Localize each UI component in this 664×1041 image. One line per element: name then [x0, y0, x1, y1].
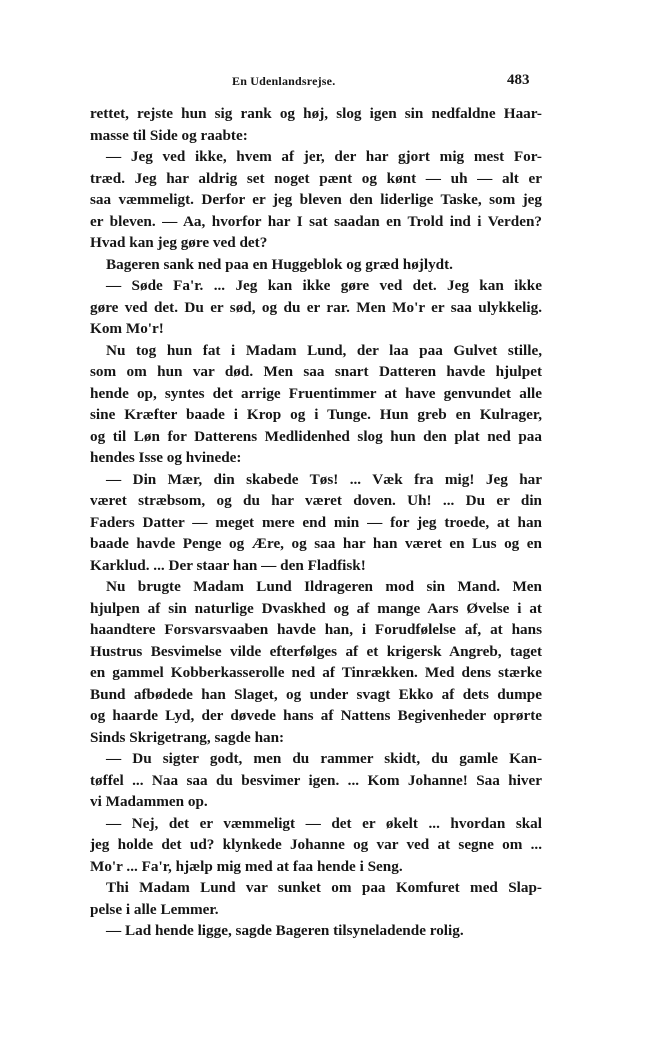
text-line: og til Løn for Datterens Medlidenhed slog hun den plat ned paa	[90, 427, 542, 445]
text-line: — Nej, det er væmmeligt — det er økelt ... hvordan skal	[106, 814, 542, 832]
text-line: Sinds Skrigetrang, sagde han:	[90, 728, 285, 746]
text-line: — Du sigter godt, men du rammer skidt, du gamle Kan-	[106, 750, 542, 767]
text-line: Hvad kan jeg gøre ved det?	[90, 234, 268, 251]
text-line: Nu tog hun fat i Madam Lund, der laa paa Gulvet stille,	[106, 341, 542, 359]
text-line: hjulpen af sin naturlige Dvaskhed og af mange Aars Øvelse i at	[90, 599, 542, 617]
text-line: masse til Side og raabte:	[90, 126, 248, 144]
text-line: haandtere Forsvarsvaaben havde han, i Forudfølelse af, at hans	[90, 621, 542, 638]
text-line: hendes Isse og hvinede:	[90, 449, 242, 466]
text-line: baade havde Penge og Ære, og saa har han været en Lus og en	[90, 535, 542, 552]
text-line: Kom Mo'r!	[90, 320, 164, 337]
text-line: tøffel ... Naa saa du besvimer igen. ... Kom Johanne! Saa hiver	[90, 771, 542, 789]
text-line: Faders Datter — meget mere end min — for jeg troede, at han	[90, 513, 542, 531]
text-line: er bleven. — Aa, hvorfor har I sat saadan en Trold ind i Verden?	[90, 212, 542, 230]
text-line: og haarde Lyd, der døvede hans af Nattens Begivenheder oprørte	[90, 707, 542, 724]
text-line: jeg holde det ud? klynkede Johanne og var ved at segne om ...	[90, 836, 542, 853]
text-line: rettet, rejste hun sig rank og høj, slog igen sin nedfaldne Haar-	[90, 105, 542, 122]
text-line: træd. Jeg har aldrig set noget pænt og kønt — uh — alt er	[90, 169, 542, 187]
text-line: Nu brugte Madam Lund Ildrageren mod sin Mand. Men	[106, 578, 542, 595]
text-line: — Din Mær, din skabede Tøs! ... Væk fra mig! Jeg har	[106, 470, 542, 488]
text-line: saa væmmeligt. Derfor er jeg bleven den liderlige Taske, som jeg	[90, 191, 542, 208]
text-line: gøre ved det. Du er sød, og du er rar. Men Mo'r er saa ulykkelig.	[90, 298, 542, 316]
text-line: Bageren sank ned paa en Huggeblok og græd højlydt.	[106, 255, 453, 273]
text-line: en gammel Kobberkasserolle ned af Tinrækken. Med dens stærke	[90, 664, 542, 681]
text-line: som om hun var død. Men saa snart Datteren havde hjulpet	[90, 363, 542, 380]
text-line: været stræbsom, og du har været doven. Uh! ... Du er din	[90, 492, 542, 509]
text-line: Karklud. ... Der staar han — den Fladfisk!	[90, 556, 366, 574]
text-line: hende op, syntes det arrige Fruentimmer at have genvundet alle	[90, 384, 542, 402]
text-line: Hustrus Besvimelse vilde efterfølges af et krigersk Angreb, taget	[90, 642, 542, 660]
text-line: Mo'r ... Fa'r, hjælp mig med at faa hende i Seng.	[90, 857, 403, 875]
text-line: — Jeg ved ikke, hvem af jer, der har gjort mig mest For-	[106, 148, 542, 165]
text-line: — Søde Fa'r. ... Jeg kan ikke gøre ved det. Jeg kan ikke	[106, 277, 542, 294]
text-line: Bund afbødede han Slaget, og under svagt Ekko af dets dumpe	[90, 685, 542, 703]
text-line: pelse i alle Lemmer.	[90, 900, 219, 918]
running-title: En Udenlandsrejse.	[232, 74, 336, 88]
text-line: vi Madammen op.	[90, 793, 208, 810]
page-number: 483	[507, 72, 530, 88]
text-line: — Lad hende ligge, sagde Bageren tilsyneladende rolig.	[106, 922, 464, 939]
text-line: Thi Madam Lund var sunket om paa Komfuret med Slap-	[106, 879, 542, 896]
body-text	[90, 103, 542, 942]
text-line: sine Kræfter baade i Krop og i Tunge. Hun greb en Kulrager,	[90, 406, 542, 423]
